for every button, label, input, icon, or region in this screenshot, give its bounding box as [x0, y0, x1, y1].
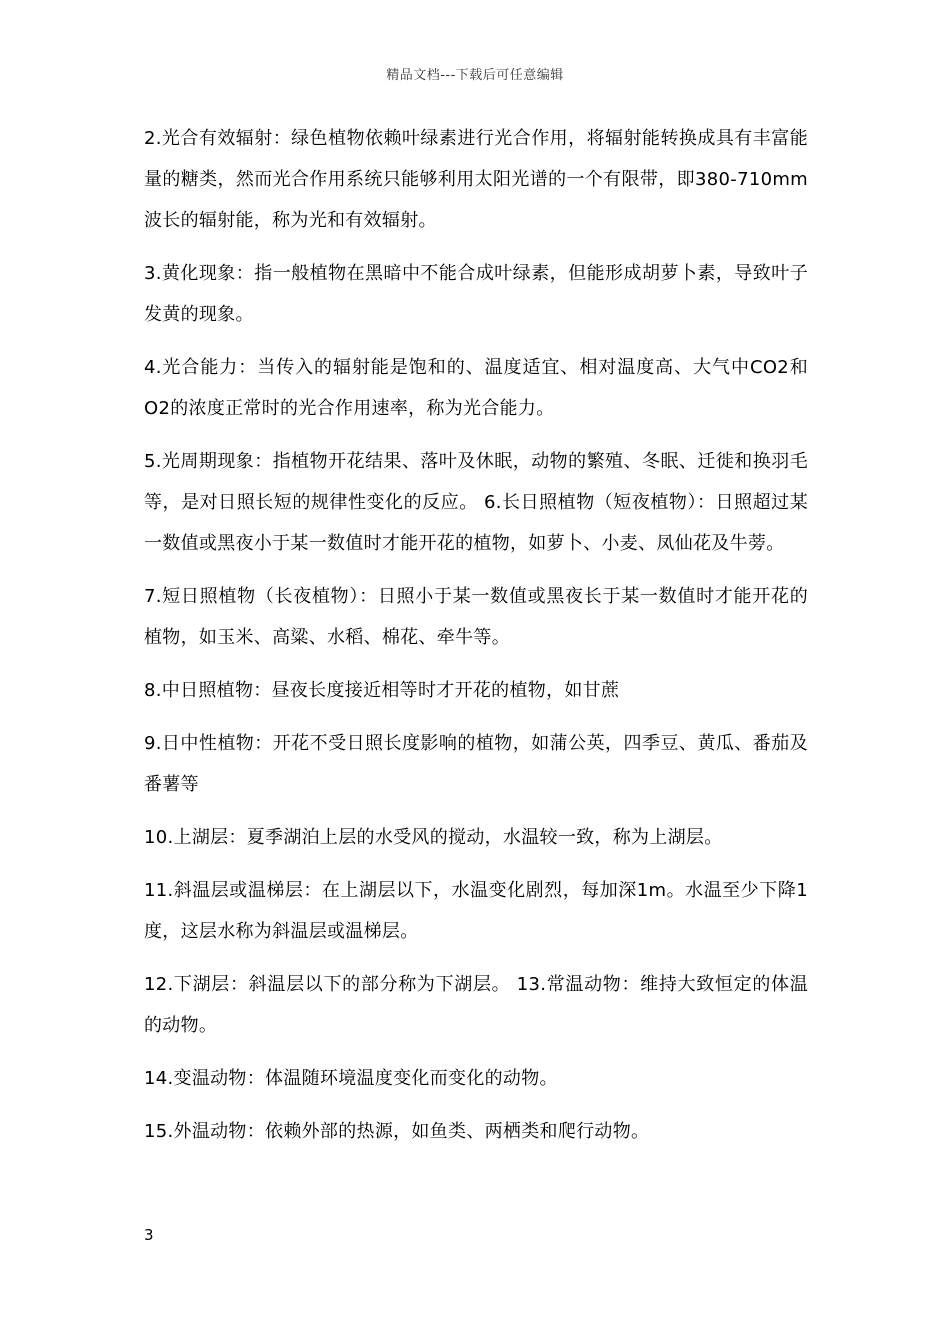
paragraph-4: 4.光合能力：当传入的辐射能是饱和的、温度适宜、相对温度高、大气中CO2和O2的浓度正常时的光合作用速率，称为光合能力。: [144, 357, 808, 419]
paragraph-10: 10.上湖层：夏季湖泊上层的水受风的搅动，水温较一致，称为上湖层。: [144, 827, 723, 848]
paragraph-2: 2.光合有效辐射：绿色植物依赖叶绿素进行光合作用，将辐射能转换成具有丰富能量的糖类，然而光合作用系统只能够利用太阳光谱的一个有限带，即380-710mm波长的辐射能，称为光和有效辐射。: [144, 128, 808, 231]
paragraph-14: 14.变温动物：体温随环境温度变化而变化的动物。: [144, 1068, 558, 1089]
page-number: 3: [144, 1226, 154, 1244]
paragraph-5-6: 5.光周期现象：指植物开花结果、落叶及休眠，动物的繁殖、冬眠、迁徙和换羽毛等，是对日照长短的规律性变化的反应。 6.长日照植物（短夜植物）：日照超过某一数值或黑夜小于某一数值时才能开花的植物，如萝卜、小麦、凤仙花及牛蒡。: [144, 451, 808, 554]
paragraph-12-13: 12.下湖层：斜温层以下的部分称为下湖层。 13.常温动物：维持大致恒定的体温的动物。: [144, 974, 808, 1036]
paragraph-8: 8.中日照植物：昼夜长度接近相等时才开花的植物，如甘蔗: [144, 680, 620, 701]
page-header: 精品文档---下载后可任意编辑: [386, 68, 564, 83]
document-body: [144, 118, 808, 1164]
paragraph-15: 15.外温动物：依赖外部的热源，如鱼类、两栖类和爬行动物。: [144, 1121, 650, 1142]
paragraph-9: 9.日中性植物：开花不受日照长度影响的植物，如蒲公英，四季豆、黄瓜、番茄及番薯等: [144, 733, 808, 795]
paragraph-11: 11.斜温层或温梯层：在上湖层以下，水温变化剧烈，每加深1m。水温至少下降1度，这层水称为斜温层或温梯层。: [144, 880, 808, 942]
paragraph-7: 7.短日照植物（长夜植物）：日照小于某一数值或黑夜长于某一数值时才能开花的植物，如玉米、高粱、水稻、棉花、牵牛等。: [144, 586, 808, 648]
paragraph-3: 3.黄化现象：指一般植物在黑暗中不能合成叶绿素，但能形成胡萝卜素，导致叶子发黄的现象。: [144, 263, 808, 325]
